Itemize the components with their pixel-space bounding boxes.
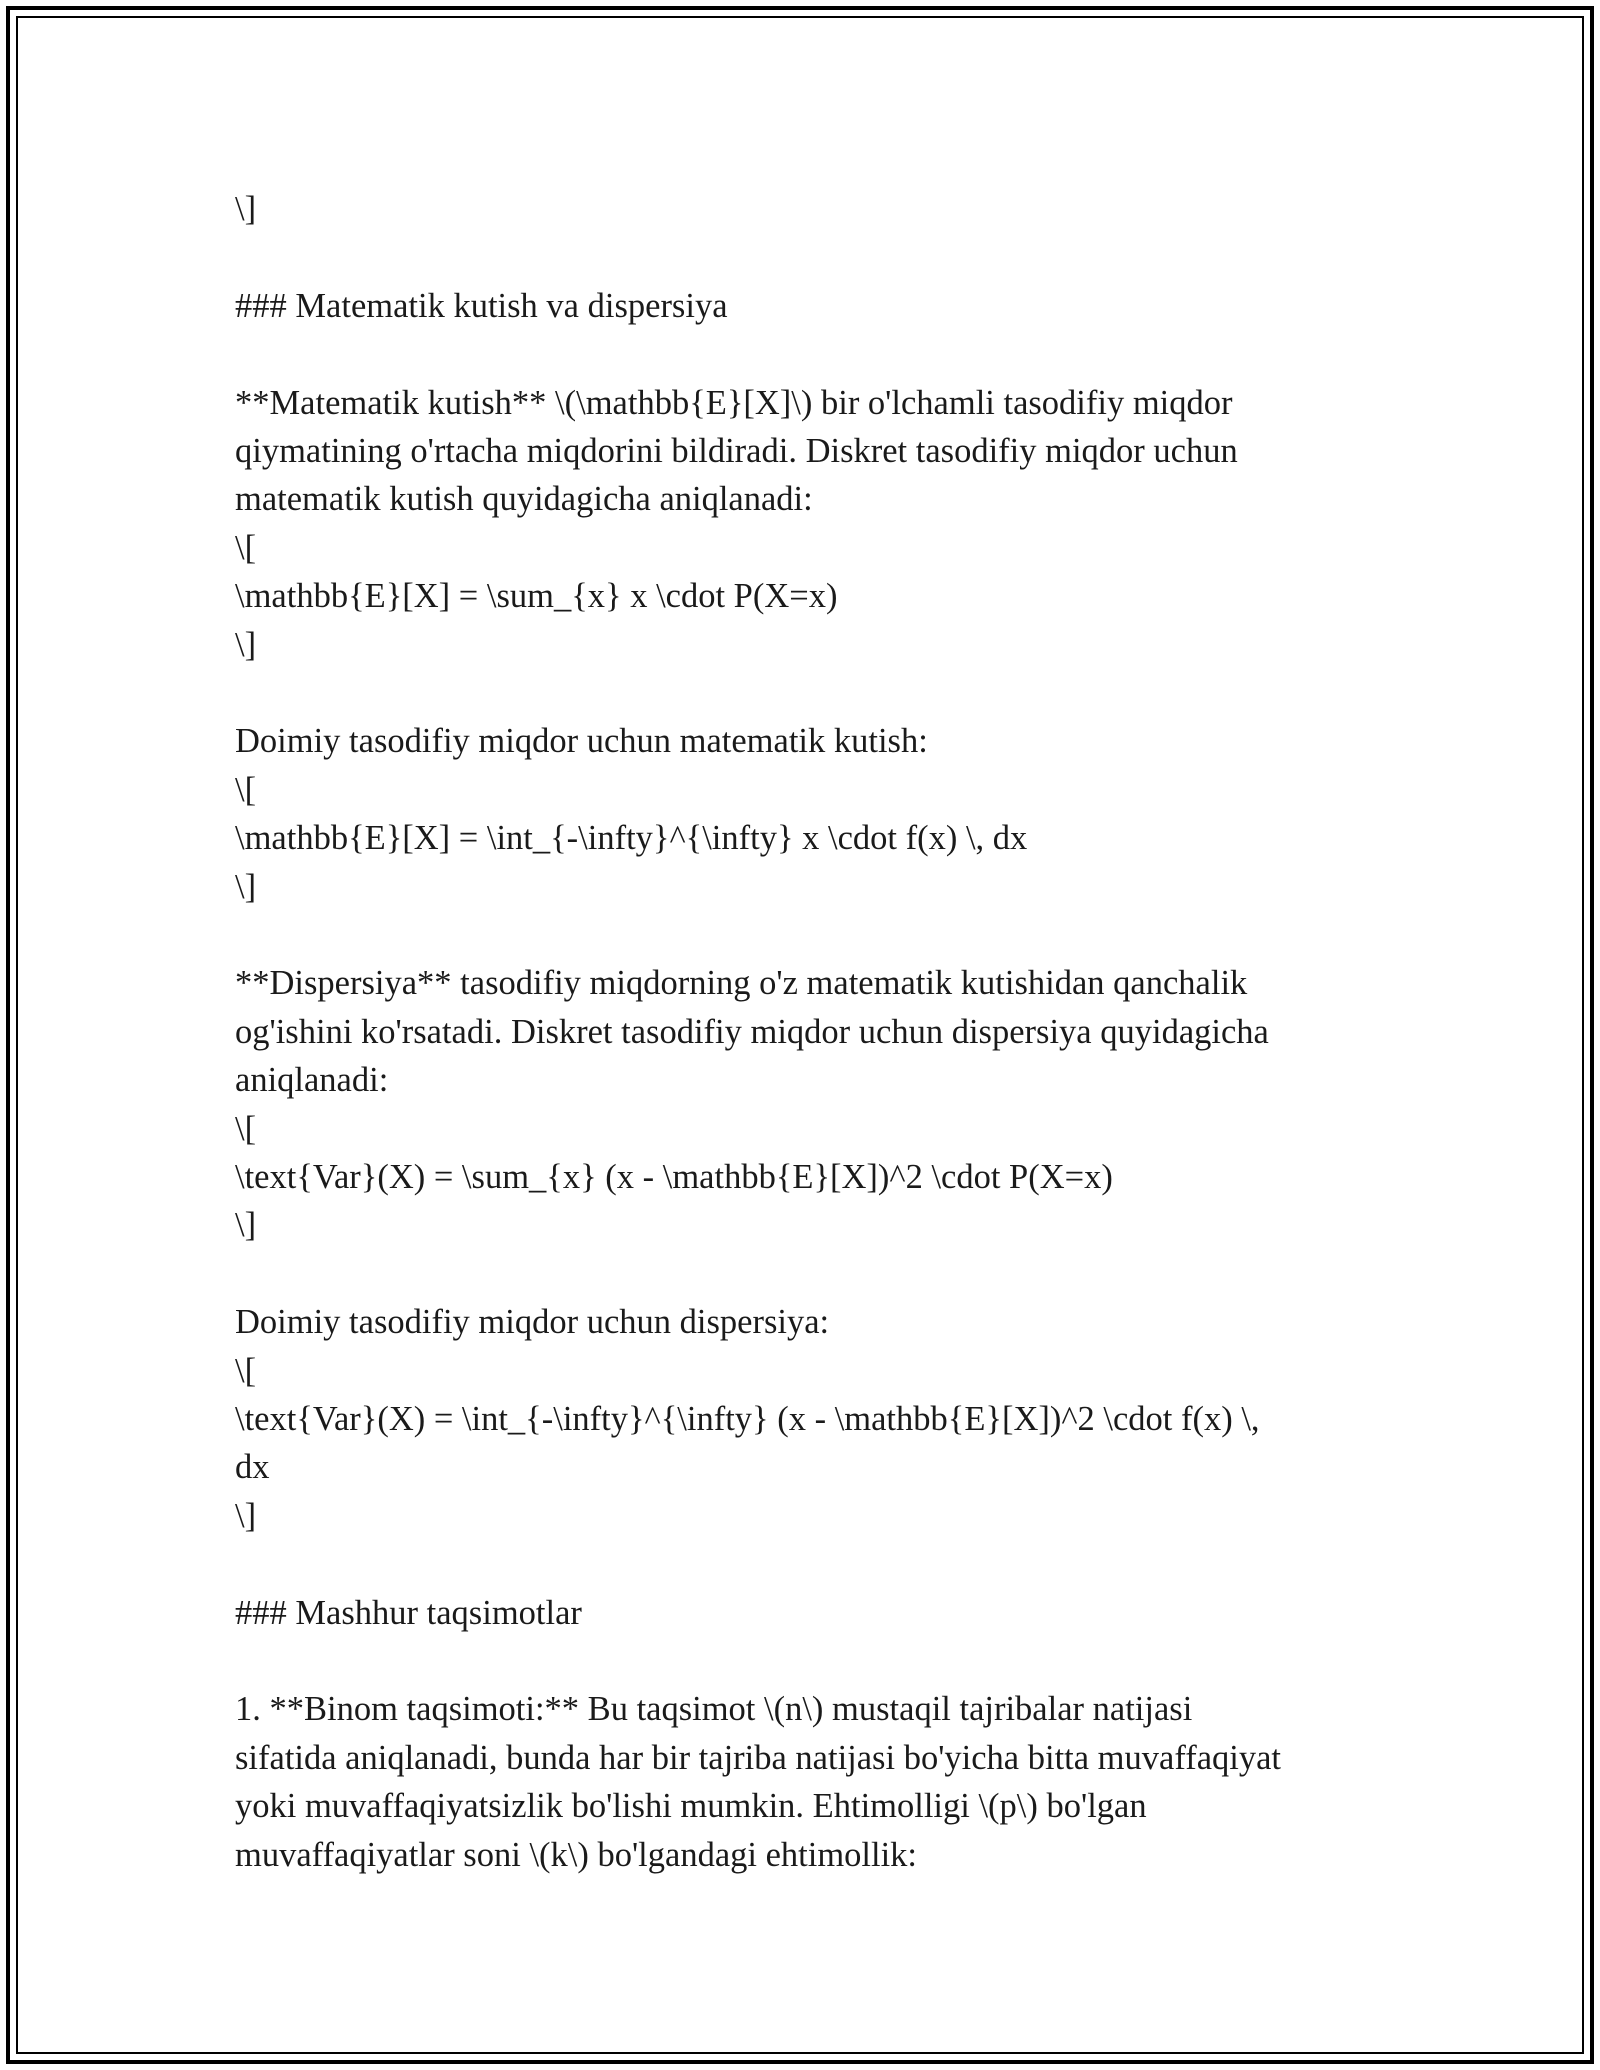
- formula-line: \[: [235, 1109, 257, 1148]
- blank-line: [235, 1540, 1375, 1588]
- blank-line: [235, 330, 1375, 378]
- formula-line: \[: [235, 770, 257, 809]
- blank-line: [235, 669, 1375, 717]
- blank-line: [235, 911, 1375, 959]
- text-line: qiymatining o'rtacha miqdorini bildiradi. Diskret tasodifiy miqdor uchun: [235, 432, 1238, 470]
- text-line: **Dispersiya** tasodifiy miqdorning o'z matematik kutishidan qanchalik: [235, 964, 1248, 1003]
- blank-line: [235, 1637, 1375, 1685]
- text-line: matematik kutish quyidagicha aniqlanadi:: [235, 480, 813, 519]
- formula-line: \text{Var}(X) = \int_{-\infty}^{\infty} (x - \mathbb{E}[X])^2 \cdot f(x) \,: [235, 1400, 1260, 1439]
- text-line: \]: [235, 190, 257, 228]
- blank-line: [235, 233, 1375, 281]
- formula-line: dx: [235, 1448, 270, 1487]
- formula-line: \]: [235, 1206, 257, 1245]
- list-item-line: muvaffaqiyatlar soni \(k\) bo'lgandagi ehtimollik:: [235, 1835, 918, 1874]
- formula-line: \[: [235, 1351, 257, 1390]
- list-item-line: 1. **Binom taqsimoti:** Bu taqsimot \(n\) mustaqil tajribalar natijasi: [235, 1690, 1193, 1729]
- list-item-line: yoki muvaffaqiyatsizlik bo'lishi mumkin. Ehtimolligi \(p\) bo'lgan: [235, 1787, 1147, 1826]
- formula-line: \mathbb{E}[X] = \int_{-\infty}^{\infty} x \cdot f(x) \, dx: [235, 819, 1028, 858]
- text-line: Doimiy tasodifiy miqdor uchun dispersiya:: [235, 1303, 830, 1342]
- text-line: Doimiy tasodifiy miqdor uchun matematik kutish:: [235, 722, 928, 761]
- section-heading: ### Matematik kutish va dispersiya: [235, 286, 728, 325]
- text-line: og'ishini ko'rsatadi. Diskret tasodifiy miqdor uchun dispersiya quyidagicha: [235, 1012, 1269, 1051]
- formula-line: \]: [235, 1496, 257, 1535]
- formula-line: \]: [235, 867, 257, 906]
- text-line: aniqlanadi:: [235, 1061, 389, 1100]
- formula-line: \]: [235, 625, 257, 664]
- section-heading: ### Mashhur taqsimotlar: [235, 1593, 582, 1632]
- document-body: [235, 185, 1375, 1879]
- formula-line: \[: [235, 528, 257, 567]
- formula-line: \text{Var}(X) = \sum_{x} (x - \mathbb{E}[X])^2 \cdot P(X=x): [235, 1158, 1113, 1197]
- formula-line: \mathbb{E}[X] = \sum_{x} x \cdot P(X=x): [235, 577, 838, 616]
- text-line: **Matematik kutish** \(\mathbb{E}[X]\) bir o'lchamli tasodifiy miqdor: [235, 383, 1233, 422]
- list-item-line: sifatida aniqlanadi, bunda har bir tajriba natijasi bo'yicha bitta muvaffaqiyat: [235, 1738, 1281, 1777]
- blank-line: [235, 1250, 1375, 1298]
